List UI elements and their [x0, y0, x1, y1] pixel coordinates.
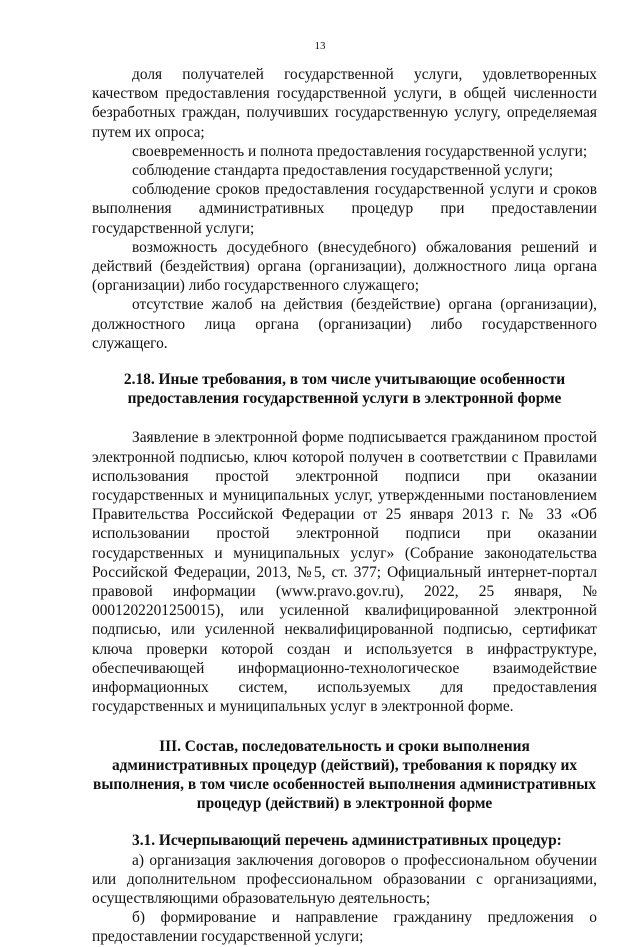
paragraph-timeliness: своевременность и полнота предоставления государственной услуги;	[132, 142, 588, 160]
paragraph-standard-compliance: соблюдение стандарта предоставления государственной услуги;	[132, 162, 554, 180]
section-III-heading: III. Состав, последовательность и сроки выполнения административных процедур (действий), требования к порядку их выполнения, в том числе особенностей выполнения административных процедур (действий) в электронной форме	[93, 737, 596, 813]
section-2-18-heading: 2.18. Иные требования, в том числе учитывающие особенности предоставления государственной услуги в электронной форме	[123, 371, 566, 408]
section-3-1-heading: 3.1. Исчерпывающий перечень административных процедур:	[132, 832, 562, 850]
paragraph-recipient-share: доля получателей государственной услуги, удовлетворенных качеством предоставления государственной услуги, в общей численности безработных граждан, получивших государственную услугу, определяемая путем их опроса;	[92, 66, 597, 141]
paragraph-no-complaints: отсутствие жалоб на действия (бездействие) органа (организации), должностного лица органа (организации) либо государственного служащего.	[92, 296, 597, 352]
list-item: б) формирование и направление гражданину предложения о предоставлении государственной услуги;	[92, 909, 597, 946]
list-item: а) организация заключения договоров о профессиональном обучении или дополнительном профессиональном образовании с организациями, осуществляющими образовательную деятельность;	[92, 851, 597, 907]
page-number: 13	[314, 40, 326, 52]
paragraph-deadline-compliance: соблюдение сроков предоставления государственной услуги и сроков выполнения административных процедур при предоставлении государственной услуги;	[92, 181, 597, 237]
section-2-18-text: Заявление в электронной форме подписывается гражданином простой электронной подписью, ключ которой получен в соответствии с Правилами использования простой электронной подписи при оказании государственных и муниципальных услуг, утвержденными постановлением Правительства Российской Федерации от 25 января 2013 г. № 33 «Об использовании простой электронной подписи при оказании государственных и муниципальных услуг» (Собрание законодательства Российской Федерации, 2013, №5, ст. 377; Официальный интернет-портал правовой информации (www.pravo.gov.ru), 2022, 25 января, № 0001202201250015), или усиленной квалифицированной электронной подписью, или усиленной неквалифицированной подписью, сертификат ключа проверки которой создан и используется в инфраструктуре, обеспечивающей информационно-технологическое взаимодействие информационных систем, используемых для предоставления государственных и муниципальных услуг в электронной форме.	[92, 429, 597, 716]
document-body	[92, 65, 597, 947]
paragraph-appeal-possibility: возможность досудебного (внесудебного) обжалования решений и действий (бездействия) органа (организации), должностного лица органа (организации) либо государственного служащего;	[92, 238, 597, 295]
